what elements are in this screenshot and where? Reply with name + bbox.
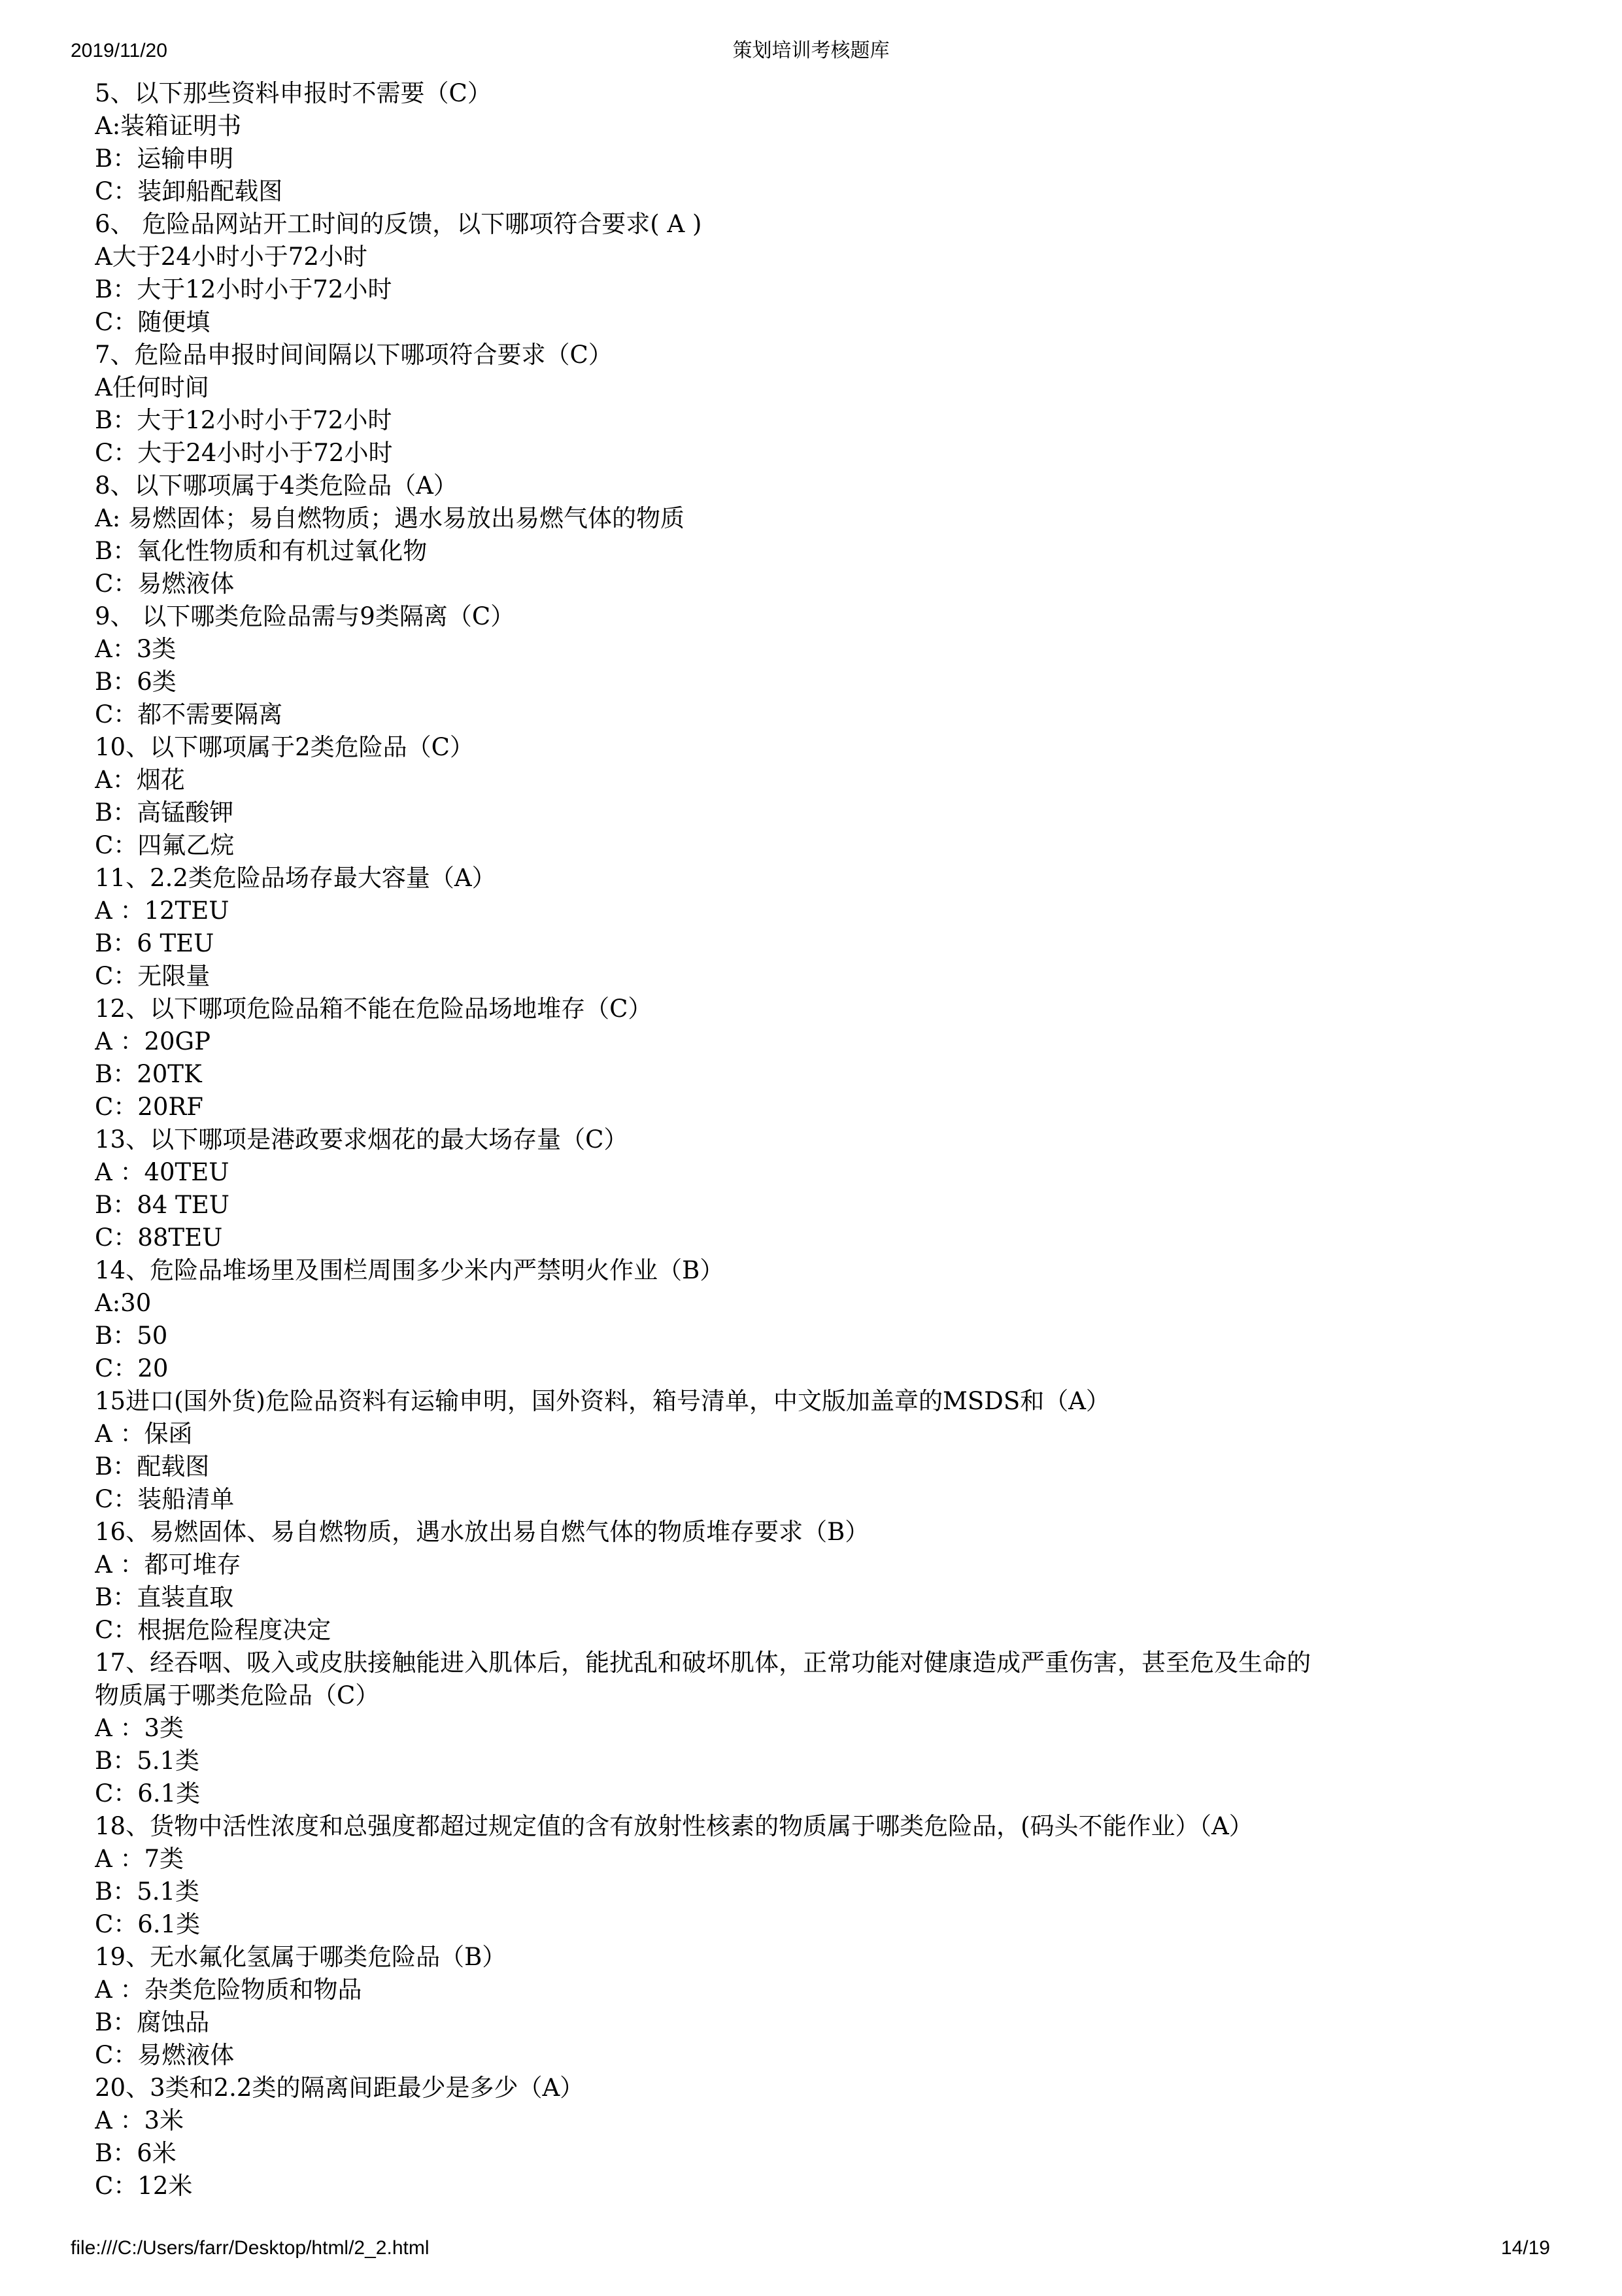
- text-line: A ：12TEU: [95, 897, 229, 925]
- text-line: C：装船清单: [95, 1485, 235, 1513]
- page-number: 14/19: [1500, 2237, 1550, 2259]
- text-line: 物质属于哪类危险品（C）: [95, 1681, 380, 1709]
- text-line: A ：7类: [95, 1845, 184, 1873]
- text-line: A ：杂类危险物质和物品: [95, 1976, 362, 2004]
- text-line: C：四氟乙烷: [95, 831, 235, 859]
- text-line: A：烟花: [95, 766, 185, 794]
- text-line: 17、经吞咽、吸入或皮肤接触能进入肌体后，能扰乱和破坏肌体，正常功能对健康造成严重伤害，甚至危及生命的: [95, 1649, 1311, 1677]
- text-line: B：5.1类: [95, 1877, 200, 1906]
- text-line: A ：40TEU: [95, 1158, 229, 1186]
- text-line: 18、货物中活性浓度和总强度都超过规定值的含有放射性核素的物质属于哪类危险品，(码头不能作业）（A）: [95, 1812, 1253, 1840]
- text-line: B：大于12小时小于72小时: [95, 406, 392, 434]
- text-line: C：6.1类: [95, 1910, 201, 1938]
- text-line: B：氧化性物质和有机过氧化物: [95, 537, 428, 565]
- text-line: C：大于24小时小于72小时: [95, 439, 393, 467]
- text-line: A ：20GP: [95, 1027, 211, 1055]
- text-line: A大于24小时小于72小时: [95, 243, 367, 271]
- text-line: B：高锰酸钾: [95, 798, 234, 827]
- text-line: C：12米: [95, 2172, 193, 2200]
- text-line: B：20TK: [95, 1060, 202, 1088]
- text-line: B：运输申明: [95, 145, 234, 173]
- text-line: A: 易燃固体；易自燃物质；遇水易放出易燃气体的物质: [95, 504, 684, 532]
- text-line: A：3类: [95, 635, 177, 663]
- text-line: C：装卸船配载图: [95, 177, 283, 205]
- text-line: C：无限量: [95, 962, 211, 990]
- text-line: A ：都可堆存: [95, 1551, 241, 1579]
- text-line: C：88TEU: [95, 1224, 223, 1252]
- text-line: B：腐蚀品: [95, 2008, 210, 2036]
- text-line: C：20RF: [95, 1093, 203, 1121]
- text-line: B：6米: [95, 2139, 177, 2167]
- text-line: B：直装直取: [95, 1583, 234, 1611]
- text-line: C：易燃液体: [95, 2041, 235, 2069]
- text-line: B：5.1类: [95, 1747, 200, 1775]
- text-line: B：84 TEU: [95, 1191, 229, 1219]
- text-line: C：20: [95, 1354, 169, 1382]
- text-line: A ：3类: [95, 1714, 184, 1742]
- file-path: file:///C:/Users/farr/Desktop/html/2_2.html: [71, 2237, 430, 2259]
- text-line: B：6 TEU: [95, 929, 214, 957]
- text-line: A:30: [95, 1289, 152, 1317]
- text-line: 10、以下哪项属于2类危险品（C）: [95, 733, 474, 761]
- text-line: B：50: [95, 1322, 168, 1350]
- text-line: 7、危险品申报时间间隔以下哪项符合要求（C）: [95, 341, 613, 369]
- text-line: 6、 危险品网站开工时间的反馈，以下哪项符合要求( A ): [95, 210, 702, 238]
- text-line: A ：3米: [95, 2106, 184, 2134]
- text-line: 12、以下哪项危险品箱不能在危险品场地堆存（C）: [95, 995, 652, 1023]
- text-line: A任何时间: [95, 373, 209, 402]
- text-line: C：根据危险程度决定: [95, 1616, 331, 1644]
- text-line: 9、 以下哪类危险品需与9类隔离（C）: [95, 602, 515, 630]
- text-line: 5、以下那些资料申报时不需要（C）: [95, 79, 492, 107]
- text-line: 13、以下哪项是港政要求烟花的最大场存量（C）: [95, 1125, 628, 1154]
- text-line: B：6类: [95, 668, 177, 696]
- text-line: 14、危险品堆场里及围栏周围多少米内严禁明火作业（B）: [95, 1256, 724, 1284]
- text-line: A:装箱证明书: [95, 112, 242, 140]
- text-line: 19、无水氟化氢属于哪类危险品（B）: [95, 1943, 507, 1971]
- text-line: B：大于12小时小于72小时: [95, 275, 392, 303]
- text-line: A ：保函: [95, 1420, 193, 1448]
- text-line: 8、以下哪项属于4类危险品（A）: [95, 471, 458, 500]
- text-line: C：6.1类: [95, 1779, 201, 1808]
- text-line: B：配载图: [95, 1452, 210, 1481]
- text-line: C：都不需要隔离: [95, 700, 283, 728]
- text-line: 11、2.2类危险品场存最大容量（A）: [95, 864, 496, 892]
- text-line: C：易燃液体: [95, 570, 235, 598]
- text-line: 15进口(国外货)危险品资料有运输申明，国外资料，箱号清单，中文版加盖章的MSDS和（A）: [95, 1387, 1110, 1415]
- question-list: [95, 77, 1553, 2202]
- text-line: 16、易燃固体、易自燃物质，遇水放出易自燃气体的物质堆存要求（B）: [95, 1518, 870, 1546]
- text-line: 20、3类和2.2类的隔离间距最少是多少（A）: [95, 2074, 584, 2102]
- text-line: C：随便填: [95, 308, 211, 336]
- page-title: 策划培训考核题库: [732, 39, 890, 62]
- print-date: 2019/11/20: [71, 40, 167, 61]
